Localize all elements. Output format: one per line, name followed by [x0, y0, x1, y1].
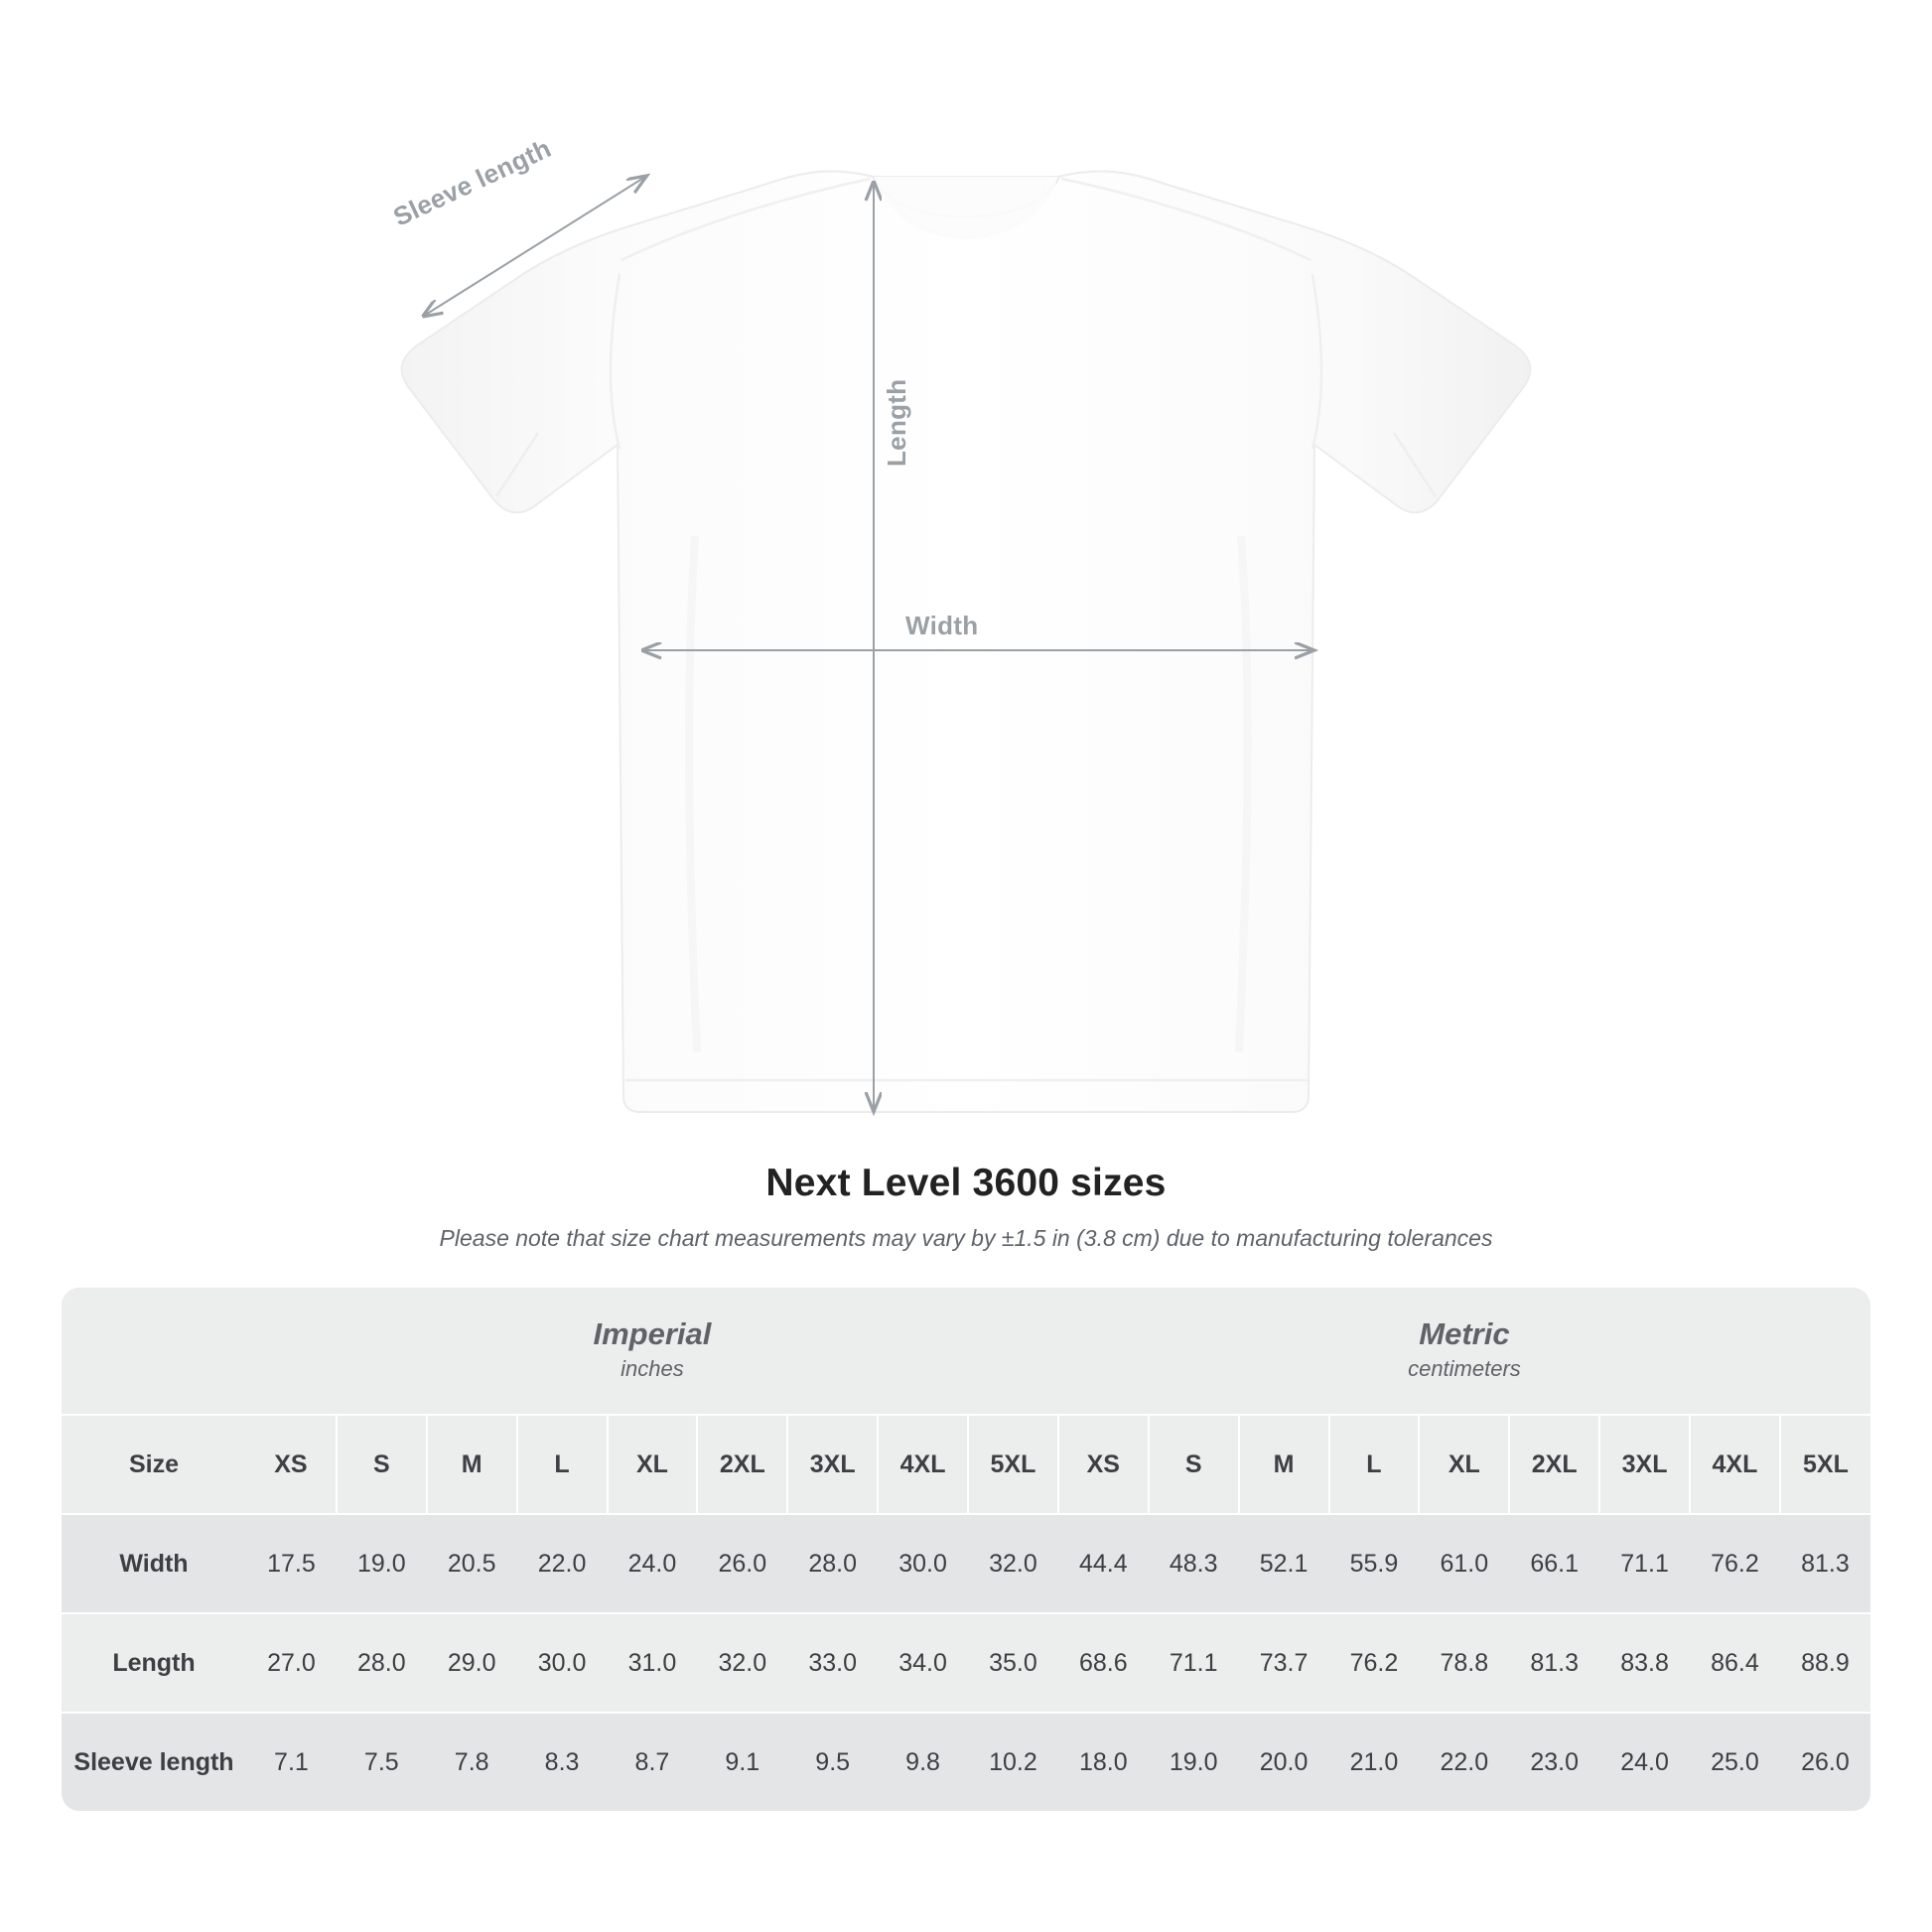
- title-block: [0, 1162, 1932, 1252]
- tolerance-note: Please note that size chart measurements may vary by ±1.5 in (3.8 cm) due to manufacturing tolerances: [439, 1225, 1493, 1251]
- cell-sleeve: 9.1: [697, 1713, 787, 1811]
- size-header-cell: 5XL: [1780, 1415, 1870, 1514]
- cell-length: 76.2: [1329, 1613, 1420, 1713]
- cell-length: 28.0: [337, 1613, 427, 1713]
- imperial-name: Imperial: [593, 1316, 712, 1352]
- table-row: [62, 1514, 1870, 1613]
- row-label-length: Length: [62, 1613, 246, 1713]
- size-table: [62, 1288, 1870, 1811]
- cell-sleeve: 18.0: [1058, 1713, 1149, 1811]
- size-header-cell: XS: [246, 1415, 337, 1514]
- cell-length: 73.7: [1239, 1613, 1329, 1713]
- size-header-cell: 4XL: [1690, 1415, 1780, 1514]
- cell-width: 81.3: [1780, 1514, 1870, 1613]
- size-header-cell: 3XL: [1599, 1415, 1690, 1514]
- cell-length: 32.0: [697, 1613, 787, 1713]
- cell-length: 81.3: [1509, 1613, 1599, 1713]
- metric-name: Metric: [1419, 1316, 1510, 1352]
- cell-width: 17.5: [246, 1514, 337, 1613]
- cell-length: 31.0: [608, 1613, 698, 1713]
- size-header-cell: L: [1329, 1415, 1420, 1514]
- cell-sleeve: 26.0: [1780, 1713, 1870, 1811]
- size-header-cell: M: [427, 1415, 517, 1514]
- cell-sleeve: 7.5: [337, 1713, 427, 1811]
- cell-length: 86.4: [1690, 1613, 1780, 1713]
- cell-width: 20.5: [427, 1514, 517, 1613]
- size-header-cell: M: [1239, 1415, 1329, 1514]
- cell-length: 88.9: [1780, 1613, 1870, 1713]
- cell-sleeve: 9.5: [787, 1713, 878, 1811]
- cell-sleeve: 20.0: [1239, 1713, 1329, 1811]
- size-header-cell: 4XL: [878, 1415, 968, 1514]
- unit-header-imperial: [246, 1288, 1058, 1415]
- cell-sleeve: 21.0: [1329, 1713, 1420, 1811]
- cell-width: 76.2: [1690, 1514, 1780, 1613]
- cell-width: 26.0: [697, 1514, 787, 1613]
- cell-sleeve: 24.0: [1599, 1713, 1690, 1811]
- cell-width: 30.0: [878, 1514, 968, 1613]
- size-header-cell: XS: [1058, 1415, 1149, 1514]
- size-header-cell: S: [1149, 1415, 1239, 1514]
- row-label-width: Width: [62, 1514, 246, 1613]
- cell-width: 44.4: [1058, 1514, 1149, 1613]
- size-header-cell: S: [337, 1415, 427, 1514]
- metric-sub: centimeters: [1408, 1355, 1521, 1381]
- cell-length: 29.0: [427, 1613, 517, 1713]
- shirt-body: [402, 171, 1531, 1112]
- cell-length: 71.1: [1149, 1613, 1239, 1713]
- cell-sleeve: 22.0: [1419, 1713, 1509, 1811]
- table-row: [62, 1713, 1870, 1811]
- cell-width: 28.0: [787, 1514, 878, 1613]
- size-header-row: [62, 1415, 1870, 1514]
- size-header-cell: 2XL: [697, 1415, 787, 1514]
- cell-sleeve: 7.1: [246, 1713, 337, 1811]
- cell-width: 61.0: [1419, 1514, 1509, 1613]
- cell-length: 35.0: [968, 1613, 1058, 1713]
- cell-length: 33.0: [787, 1613, 878, 1713]
- size-table-container: [62, 1288, 1870, 1811]
- cell-sleeve: 9.8: [878, 1713, 968, 1811]
- cell-width: 24.0: [608, 1514, 698, 1613]
- cell-sleeve: 19.0: [1149, 1713, 1239, 1811]
- cell-sleeve: 25.0: [1690, 1713, 1780, 1811]
- cell-width: 55.9: [1329, 1514, 1420, 1613]
- cell-sleeve: 8.3: [517, 1713, 608, 1811]
- size-header-cell: XL: [1419, 1415, 1509, 1514]
- sleeve-length-label: Sleeve length: [388, 132, 556, 232]
- size-header-label: Size: [62, 1415, 246, 1514]
- cell-width: 22.0: [517, 1514, 608, 1613]
- cell-length: 30.0: [517, 1613, 608, 1713]
- cell-length: 78.8: [1419, 1613, 1509, 1713]
- cell-width: 52.1: [1239, 1514, 1329, 1613]
- cell-length: 83.8: [1599, 1613, 1690, 1713]
- page-title: Next Level 3600 sizes: [765, 1162, 1167, 1204]
- unit-header-spacer: [62, 1288, 246, 1415]
- size-header-cell: 3XL: [787, 1415, 878, 1514]
- width-label: Width: [905, 611, 979, 640]
- cell-sleeve: 8.7: [608, 1713, 698, 1811]
- size-header-cell: 5XL: [968, 1415, 1058, 1514]
- cell-width: 66.1: [1509, 1514, 1599, 1613]
- cell-width: 71.1: [1599, 1514, 1690, 1613]
- cell-sleeve: 10.2: [968, 1713, 1058, 1811]
- size-header-cell: L: [517, 1415, 608, 1514]
- cell-sleeve: 23.0: [1509, 1713, 1599, 1811]
- imperial-sub: inches: [621, 1355, 684, 1381]
- cell-length: 34.0: [878, 1613, 968, 1713]
- table-row: [62, 1613, 1870, 1713]
- size-header-cell: XL: [608, 1415, 698, 1514]
- cell-width: 32.0: [968, 1514, 1058, 1613]
- length-label: Length: [882, 378, 911, 467]
- row-label-sleeve-length: Sleeve length: [62, 1713, 246, 1811]
- cell-width: 19.0: [337, 1514, 427, 1613]
- cell-length: 68.6: [1058, 1613, 1149, 1713]
- cell-sleeve: 7.8: [427, 1713, 517, 1811]
- size-header-cell: 2XL: [1509, 1415, 1599, 1514]
- cell-width: 48.3: [1149, 1514, 1239, 1613]
- unit-header-metric: [1058, 1288, 1870, 1415]
- cell-length: 27.0: [246, 1613, 337, 1713]
- unit-header-row: [62, 1288, 1870, 1415]
